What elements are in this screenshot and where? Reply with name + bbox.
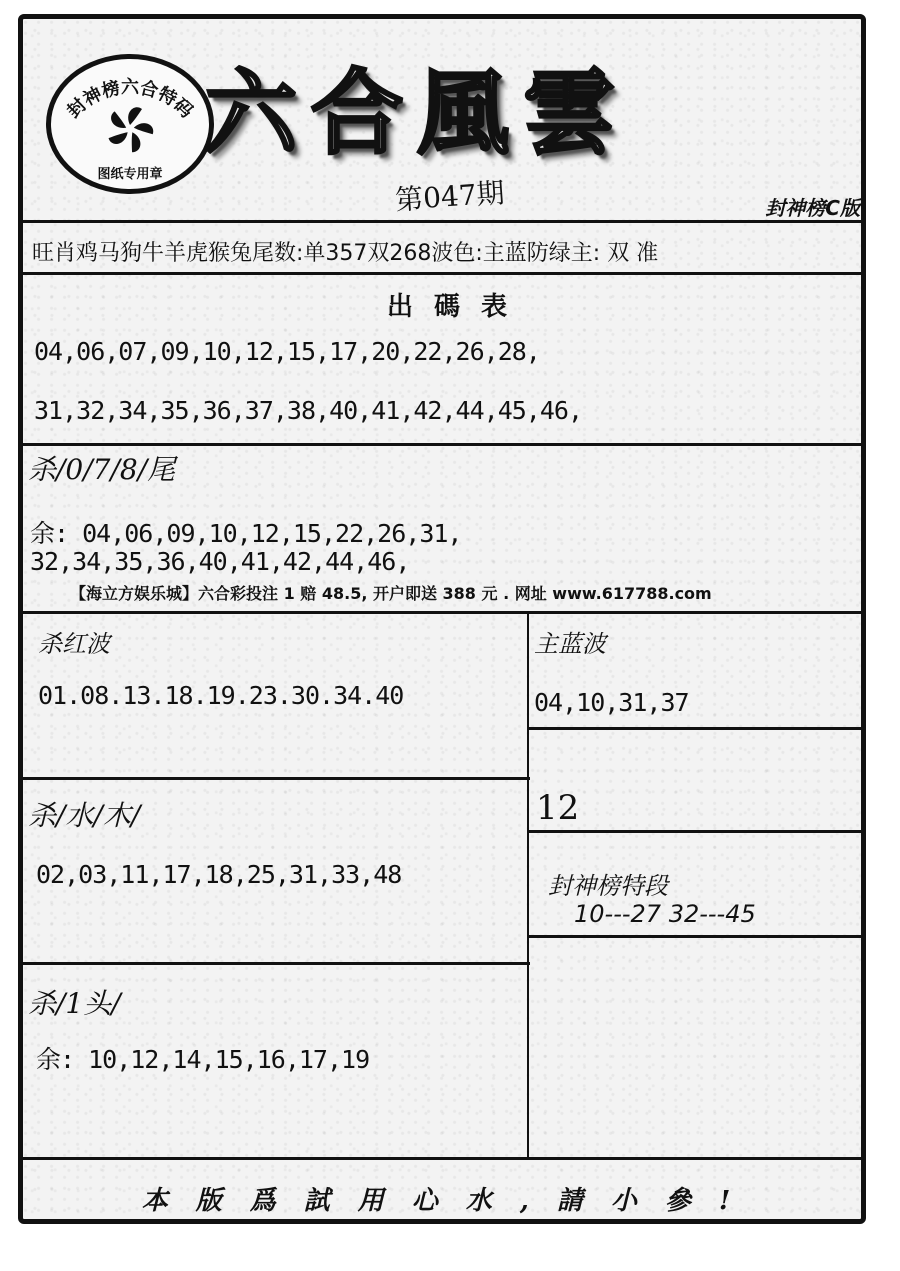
- kill-element-label: 杀/水/木/: [28, 799, 141, 832]
- code-table-line-2: 31,32,34,35,36,37,38,40,41,42,44,45,46,: [34, 396, 582, 425]
- seal-text: 封神榜六合特码: [63, 77, 197, 123]
- seal-stamp: [46, 54, 214, 194]
- kill-head-label: 杀/1头/: [28, 987, 121, 1020]
- main-blue-numbers: 04,10,31,37: [534, 688, 689, 717]
- kill-head-remain: 余: 10,12,14,15,16,17,19: [36, 1045, 370, 1074]
- special-section-ranges: 10---27 32---45: [574, 900, 756, 928]
- kill-tail-remain-2: 32,34,35,36,40,41,42,44,46,: [30, 547, 410, 576]
- divider-column: [527, 612, 529, 1158]
- kill-tail-remain-1: 余: 04,06,09,10,12,15,22,26,31,: [30, 519, 462, 548]
- footer-note: 本版爲試用心水,請小參!: [141, 1186, 759, 1216]
- divider-right-1: [528, 727, 866, 730]
- kill-tail-label: 杀/0/7/8/尾: [28, 453, 176, 486]
- zodiac-line: 旺肖鸡马狗牛羊虎猴兔尾数:单357双268波色:主蓝防绿主: 双 准: [32, 241, 659, 266]
- issue-number: 第047期: [394, 176, 506, 217]
- kill-element-numbers: 02,03,11,17,18,25,31,33,48: [36, 860, 402, 889]
- divider-header: [18, 220, 866, 223]
- code-table-heading: 出 碼 表: [386, 292, 514, 322]
- divider-left-2: [18, 962, 530, 965]
- edition-label: 封神榜C版: [765, 196, 860, 220]
- code-table-line-1: 04,06,07,09,10,12,15,17,20,22,26,28,: [34, 337, 540, 366]
- page-title: 六合風雲: [205, 59, 630, 167]
- ad-banner: 【海立方娱乐城】六合彩投注 1 赔 48.5, 开户即送 388 元 . 网址 www.617788.com: [70, 584, 712, 603]
- main-blue-label: 主蓝波: [534, 630, 606, 658]
- seal-label: 图纸专用章: [97, 167, 163, 182]
- divider-right-3: [528, 935, 866, 938]
- divider-code-table: [18, 443, 866, 446]
- divider-zodiac: [18, 272, 866, 275]
- special-section-label: 封神榜特段: [548, 872, 668, 900]
- kill-red-numbers: 01.08.13.18.19.23.30.34.40: [38, 681, 404, 710]
- divider-right-2: [528, 830, 866, 833]
- divider-kill-tail: [18, 611, 866, 614]
- divider-left-1: [18, 777, 530, 780]
- divider-footer: [18, 1157, 866, 1160]
- single-number: 12: [536, 788, 580, 828]
- kill-red-label: 杀红波: [38, 630, 110, 658]
